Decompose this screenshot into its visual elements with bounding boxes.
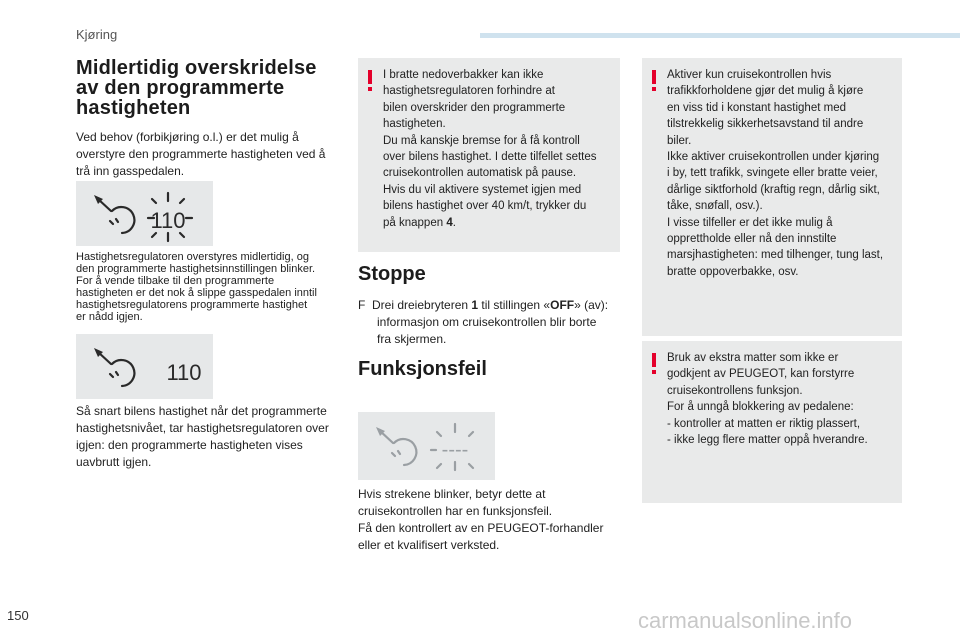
speedometer-icon: [76, 334, 213, 399]
warning-icon: [368, 70, 372, 84]
svg-text:----: ----: [441, 439, 469, 461]
watermark: carmanualsonline.info: [638, 608, 853, 633]
fault-heading: Funksjonsfeil: [358, 358, 487, 380]
warning-icon: [652, 353, 656, 367]
svg-text:110: 110: [150, 208, 186, 233]
display-fault-illustration: [358, 412, 495, 480]
fault-paragraph: Hvis strekene blinker, betyr dette at cruisekontrollen har en funksjonsfeil. Få den kontrollert av en PEUGEOT-forhandler eller et kvalifisert verksted.: [358, 487, 604, 552]
display-steady-illustration: [76, 334, 213, 399]
header-accent-bar: [480, 33, 960, 38]
warning-box-traffic: Aktiver kun cruisekontrollen hvis trafikkforholdene gjør det mulig å kjøre en viss tid i konstant hastighet med tilstrekkelig sikkerhetsavstand til andre biler. Ikke aktiver cruisekontrollen under kjøring i by, tett trafikk, svingete eller bratte veier, dårlige siktforhold (kraftig regn, dårlig sikt, tåke, snøfall, osv.). I visse tilfeller er det ikke mulig å opprettholde eller nå den innstilte marsjhastigheten: med tilhenger, tung last, bratte oppoverbakke, osv.: [642, 58, 902, 336]
outro-paragraph: Så snart bilens hastighet når det programmerte hastighetsnivået, tar hastighetsregulatoren over igjen: den programmerte hastigheten vises uavbrutt igjen.: [76, 404, 329, 469]
stop-heading: Stoppe: [358, 263, 426, 285]
page-number: 150: [7, 608, 29, 623]
warning-box-mats: Bruk av ekstra matter som ikke er godkjent av PEUGEOT, kan forstyrre cruisekontrollens funksjon. For å unngå blokkering av pedalene: - kontroller at matten er riktig plassert, - ikke legg flere matter oppå hverandre.: [642, 341, 902, 503]
speedometer-fault-icon: [358, 412, 495, 480]
section-header: Kjøring: [76, 27, 118, 42]
caption-paragraph: Hastighetsregulatoren overstyres midlertidig, og den programmerte hastighetsinnstillingen blinker. For å vende tilbake til den programmerte hastigheten er det nok å slippe gasspedalen inntil hastighetsregulatorens programmerte hastighet er nådd igjen.: [76, 251, 317, 323]
intro-paragraph: Ved behov (forbikjøring o.l.) er det mulig å overstyre den programmerte hastigheten ved å trå inn gasspedalen.: [76, 130, 326, 178]
display-flashing-illustration: [76, 181, 213, 246]
warning-box-downhill: I bratte nedoverbakker kan ikke hastighetsregulatoren forhindre at bilen overskrider den programmerte hastigheten. Du må kanskje bremse for å få kontroll over bilens hastighet. I dette tilfellet settes cruisekontrollen automatisk på pause. Hvis du vil aktivere systemet igjen med bilens hastighet over 40 km/t, trykker du på knappen 4.: [358, 58, 620, 252]
svg-text:110: 110: [166, 360, 202, 385]
bullet-arrow-icon: F: [358, 298, 366, 312]
warning-icon: [652, 70, 656, 84]
speedometer-icon: [76, 181, 213, 246]
column-1: [76, 58, 346, 180]
stop-instruction: F Drei dreiebryteren 1 til stillingen «OFF» (av): informasjon om cruisekontrollen blir borte fra skjermen.: [358, 298, 609, 346]
page-title: Midlertidig overskridelse av den programmerte hastigheten: [76, 57, 317, 119]
